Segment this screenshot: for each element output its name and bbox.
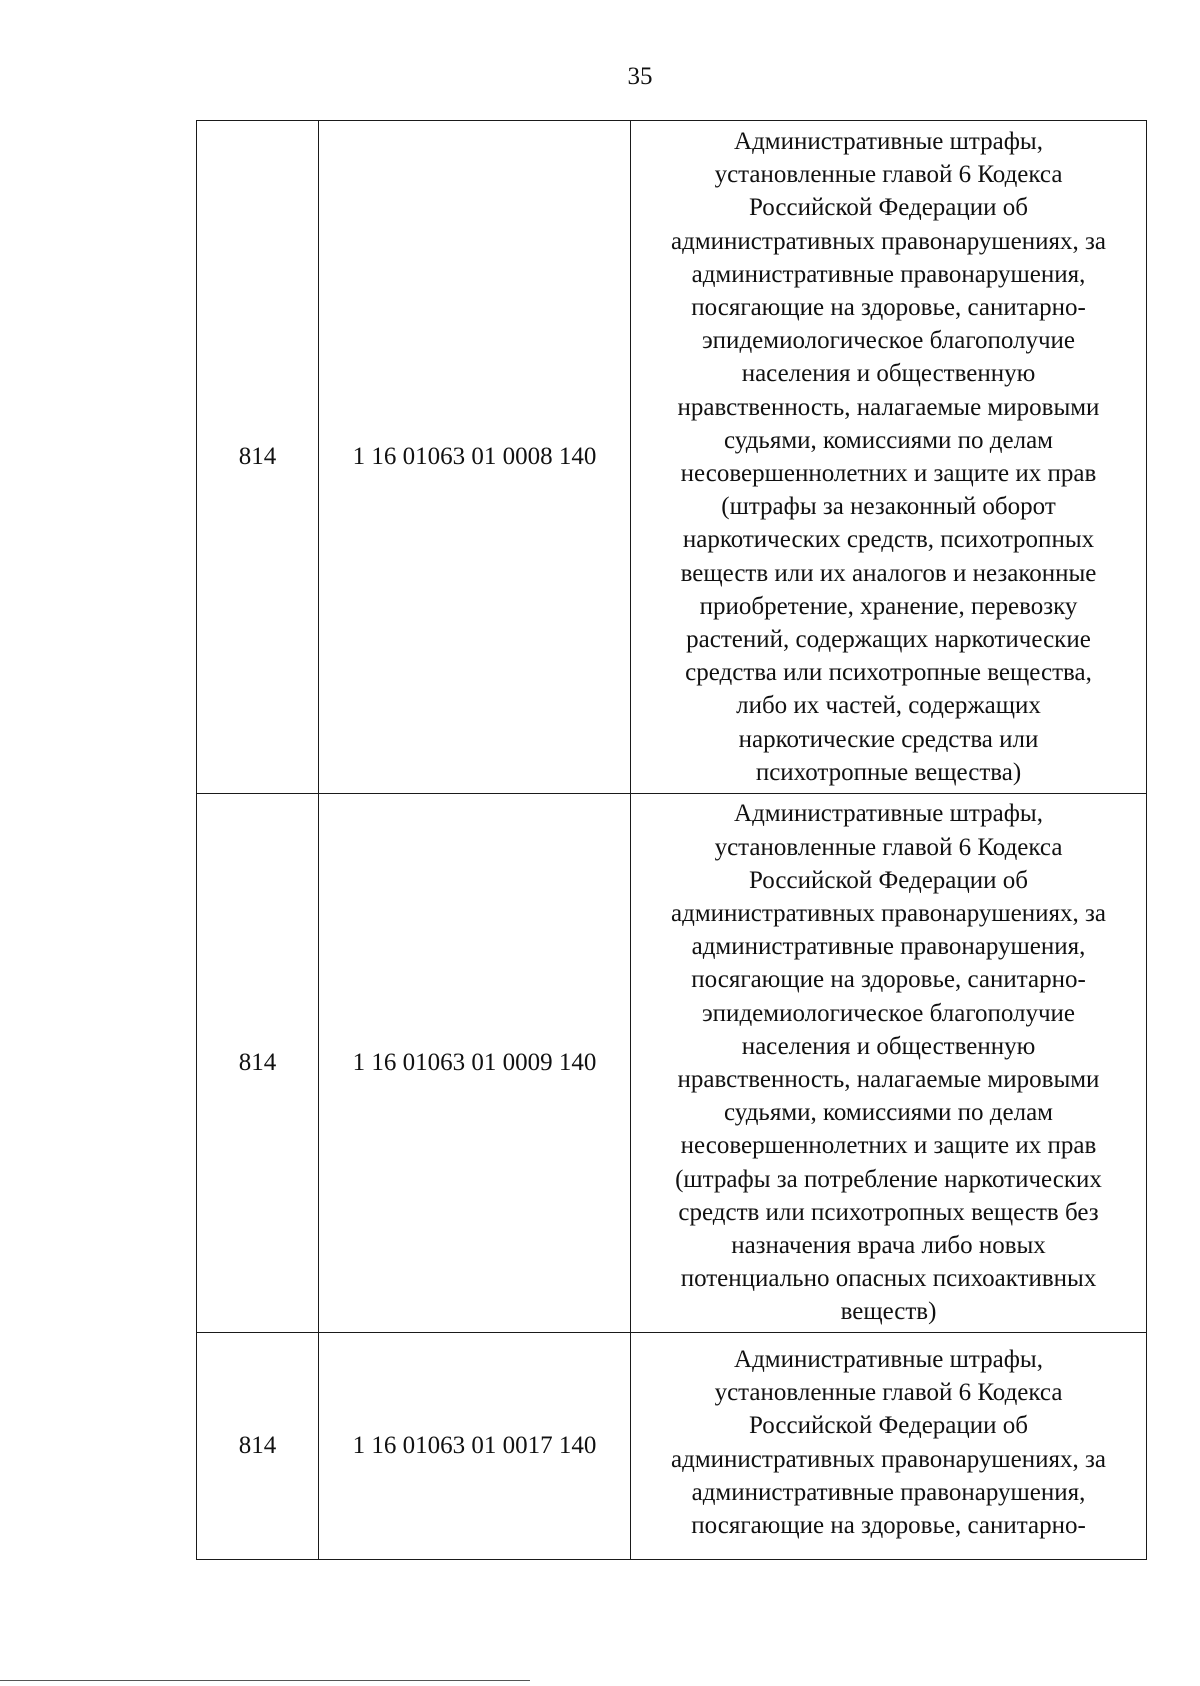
revenue-name-line: средства или психотропные вещества,	[685, 659, 1092, 687]
revenue-name-line: населения и общественную	[741, 360, 1036, 388]
footer-rule	[0, 1680, 530, 1681]
admin-code-cell: 814	[197, 121, 319, 794]
page-number: 35	[627, 63, 653, 90]
table-row	[197, 121, 1147, 794]
revenue-name-line: несовершеннолетних и защите их прав	[680, 460, 1097, 487]
revenue-name-line: установленные главой 6 Кодекса	[714, 161, 1063, 189]
revenue-name-line: нравственность, налагаемые мировыми	[677, 393, 1100, 421]
revenue-name-line: растений, содержащих наркотические	[686, 626, 1091, 654]
revenue-name-line: назначения врача либо новых	[731, 1232, 1046, 1260]
revenue-name-line: судьями, комиссиями по делам	[724, 426, 1053, 454]
revenue-name-line: административных правонарушениях, за	[671, 899, 1106, 927]
revenue-name-line: веществ или их аналогов и незаконные	[680, 559, 1097, 587]
revenue-name-line: Административные штрафы,	[734, 127, 1043, 155]
revenue-name-cell	[631, 1333, 1147, 1560]
table-row	[197, 1333, 1147, 1560]
revenue-name-line: административные правонарушения,	[691, 933, 1086, 961]
revenue-name-line: наркотических средств, психотропных	[682, 526, 1095, 554]
revenue-name-line: либо их частей, содержащих	[736, 692, 1041, 720]
revenue-name-line: Российской Федерации об	[749, 1412, 1028, 1440]
revenue-name-line: средств или психотропных веществ без	[678, 1198, 1099, 1226]
revenue-name-line: Административные штрафы,	[734, 1346, 1043, 1373]
revenue-name-line: посягающие на здоровье, санитарно-	[691, 1512, 1086, 1540]
revenue-name-line: административных правонарушениях, за	[671, 1445, 1106, 1473]
revenue-name-line: приобретение, хранение, перевозку	[699, 592, 1078, 620]
admin-code-cell: 814	[197, 794, 319, 1333]
revenue-name-line: эпидемиологическое благополучие	[701, 327, 1076, 355]
revenue-name-line: административных правонарушениях, за	[671, 227, 1106, 255]
revenue-name-line: административные правонарушения,	[691, 1478, 1086, 1506]
revenue-name-line: психотропные вещества)	[755, 758, 1022, 786]
revenue-name-line: населения и общественную	[741, 1032, 1036, 1060]
kbk-code-cell: 1 16 01063 01 0008 140	[319, 121, 631, 794]
revenue-name-line: административные правонарушения,	[691, 260, 1086, 288]
revenue-name-line: веществ)	[840, 1298, 937, 1326]
table-row	[197, 794, 1147, 1333]
revenue-name-cell	[631, 794, 1147, 1333]
revenue-name-line: посягающие на здоровье, санитарно-	[691, 293, 1086, 321]
revenue-name-line: установленные главой 6 Кодекса	[714, 1379, 1063, 1407]
kbk-code-cell: 1 16 01063 01 0017 140	[319, 1333, 631, 1560]
revenue-name-line: нравственность, налагаемые мировыми	[677, 1066, 1100, 1093]
revenue-name-line: потенциально опасных психоактивных	[680, 1265, 1097, 1293]
revenue-name-line: наркотические средства или	[738, 725, 1039, 753]
kbk-code-cell: 1 16 01063 01 0009 140	[319, 794, 631, 1333]
revenue-name-line: судьями, комиссиями по делам	[724, 1099, 1053, 1127]
revenue-name-line: Российской Федерации об	[749, 866, 1028, 894]
revenue-name-line: установленные главой 6 Кодекса	[714, 833, 1063, 861]
budget-codes-table	[196, 120, 1147, 1560]
revenue-name-line: Административные штрафы,	[734, 800, 1043, 828]
revenue-name-line: посягающие на здоровье, санитарно-	[691, 966, 1086, 994]
revenue-name-line: Российской Федерации об	[749, 194, 1028, 222]
admin-code-cell: 814	[197, 1333, 319, 1560]
revenue-name-line: эпидемиологическое благополучие	[701, 999, 1076, 1027]
revenue-name-line: (штрафы за незаконный оборот	[721, 493, 1056, 521]
revenue-name-line: (штрафы за потребление наркотических	[675, 1165, 1102, 1193]
revenue-name-cell	[631, 121, 1147, 794]
revenue-name-line: несовершеннолетних и защите их прав	[680, 1132, 1097, 1160]
